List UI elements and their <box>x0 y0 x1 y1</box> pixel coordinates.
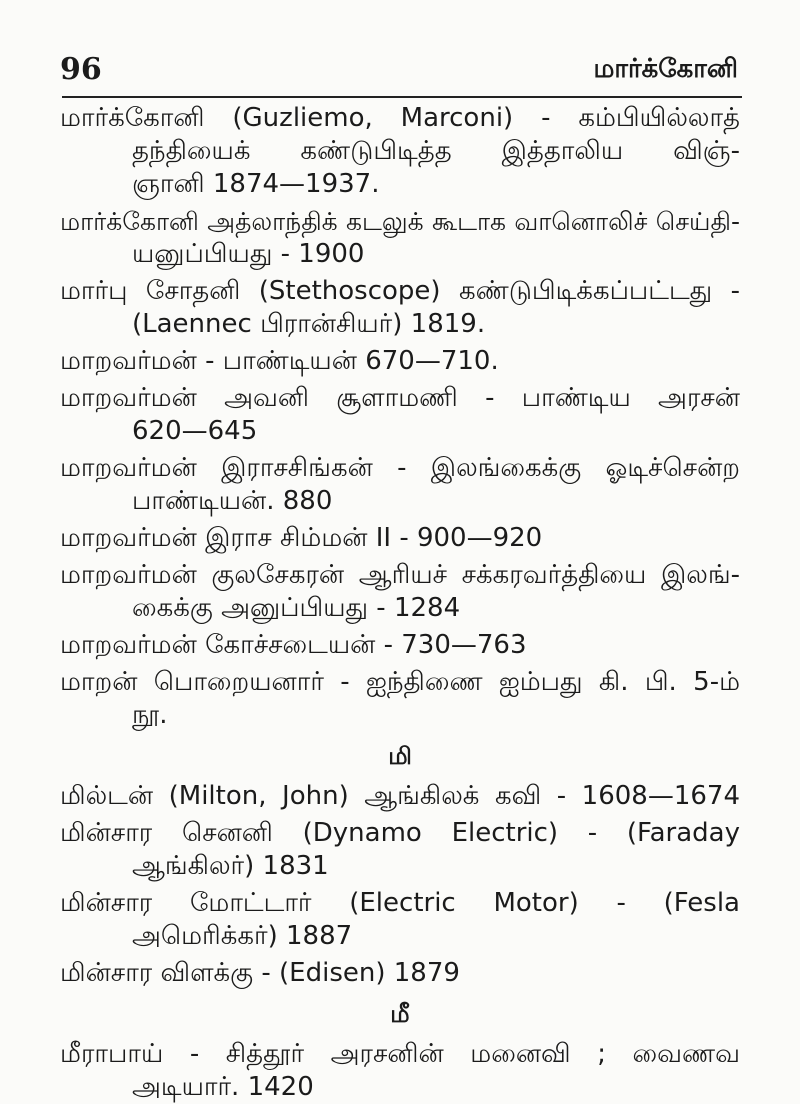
entry-line: மின்சார விளக்கு - (Edisen) 1879 <box>60 958 460 988</box>
entry-line: 620—645 <box>132 416 258 446</box>
entry-maravarman-kulasekaran <box>60 559 740 625</box>
entry-line: (Laennec பிரான்சியர்) 1819. <box>132 309 486 339</box>
entry-line: மாறவர்மன் இராசசிங்கன் - இலங்கைக்கு ஓடிச்சென்ற <box>60 453 740 483</box>
entry-maravarman-avani <box>60 382 740 448</box>
entry-stethoscope <box>60 275 740 341</box>
entry-maravarman-rajasimhan <box>60 452 740 518</box>
entry-line: நூ. <box>132 700 168 730</box>
page-number: 96 <box>60 52 102 87</box>
entry-line: மில்டன் (Milton, John) ஆங்கிலக் கவி - 1608—1674 <box>60 781 740 811</box>
entry-maran-poraiyanar <box>60 666 740 732</box>
entry-electric-motor <box>60 887 740 953</box>
entries-list <box>60 102 740 1104</box>
entry-line: அமெரிக்கர்) 1887 <box>132 921 353 951</box>
entry-line: பாண்டியன். 880 <box>132 486 333 516</box>
entry-line: ஆங்கிலர்) 1831 <box>132 851 329 881</box>
entry-line: மாறவர்மன் அவனி சூளாமணி - பாண்டிய அரசன் <box>60 383 740 413</box>
entry-line: யனுப்பியது - 1900 <box>132 239 365 269</box>
entry-line: மாறவர்மன் - பாண்டியன் 670—710. <box>60 346 499 376</box>
entry-maravarman <box>60 345 740 378</box>
entry-line: மாறவர்மன் கோச்சடையன் - 730—763 <box>60 630 527 660</box>
page-header <box>60 48 738 92</box>
entry-marconi-atlantic <box>60 205 740 271</box>
entry-dynamo <box>60 817 740 883</box>
entry-electric-lamp <box>60 957 740 990</box>
entry-maravarman-simman <box>60 522 740 555</box>
entry-line: அடியார். 1420 <box>132 1072 314 1102</box>
entry-maravarman-kochadaiyan <box>60 629 740 662</box>
entry-line: மின்சார மோட்டார் (Electric Motor) - (Fesla <box>60 888 740 918</box>
entry-meerabai <box>60 1038 740 1104</box>
entry-milton <box>60 780 740 813</box>
entry-line: கைக்கு அனுப்பியது - 1284 <box>132 593 461 623</box>
section-heading-mee: மீ <box>390 1000 410 1028</box>
entry-line: மாறவர்மன் இராச சிம்மன் II - 900—920 <box>60 523 543 553</box>
entry-line: ஞானி 1874—1937. <box>132 169 380 199</box>
entry-line: மார்பு சோதனி (Stethoscope) கண்டுபிடிக்கப்பட்டது - <box>60 276 740 306</box>
section-heading-mi: மி <box>388 742 412 770</box>
entry-line: மின்சார செனனி (Dynamo Electric) - (Faraday <box>60 818 740 848</box>
entry-line: மார்க்கோனி (Guzliemo, Marconi) - கம்பியில்லாத் <box>60 103 740 133</box>
entry-line: மாறவர்மன் குலசேகரன் ஆரியச் சக்கரவர்த்தியை இலங்- <box>60 560 740 590</box>
entry-line: மார்க்கோனி அத்லாந்திக் கடலுக் கூடாக வானொலிச் செய்தி- <box>60 207 740 236</box>
entry-line: தந்தியைக் கண்டுபிடித்த இத்தாலிய விஞ்- <box>132 136 740 166</box>
entry-marconi <box>60 102 740 201</box>
entry-line: மாறன் பொறையனார் - ஐந்திணை ஐம்பது கி. பி. 5-ம் <box>60 667 740 697</box>
running-head: மார்க்கோனி <box>593 54 738 84</box>
entry-line: மீராபாய் - சித்தூர் அரசனின் மனைவி ; வைணவ <box>60 1039 740 1069</box>
header-rule <box>62 96 742 98</box>
